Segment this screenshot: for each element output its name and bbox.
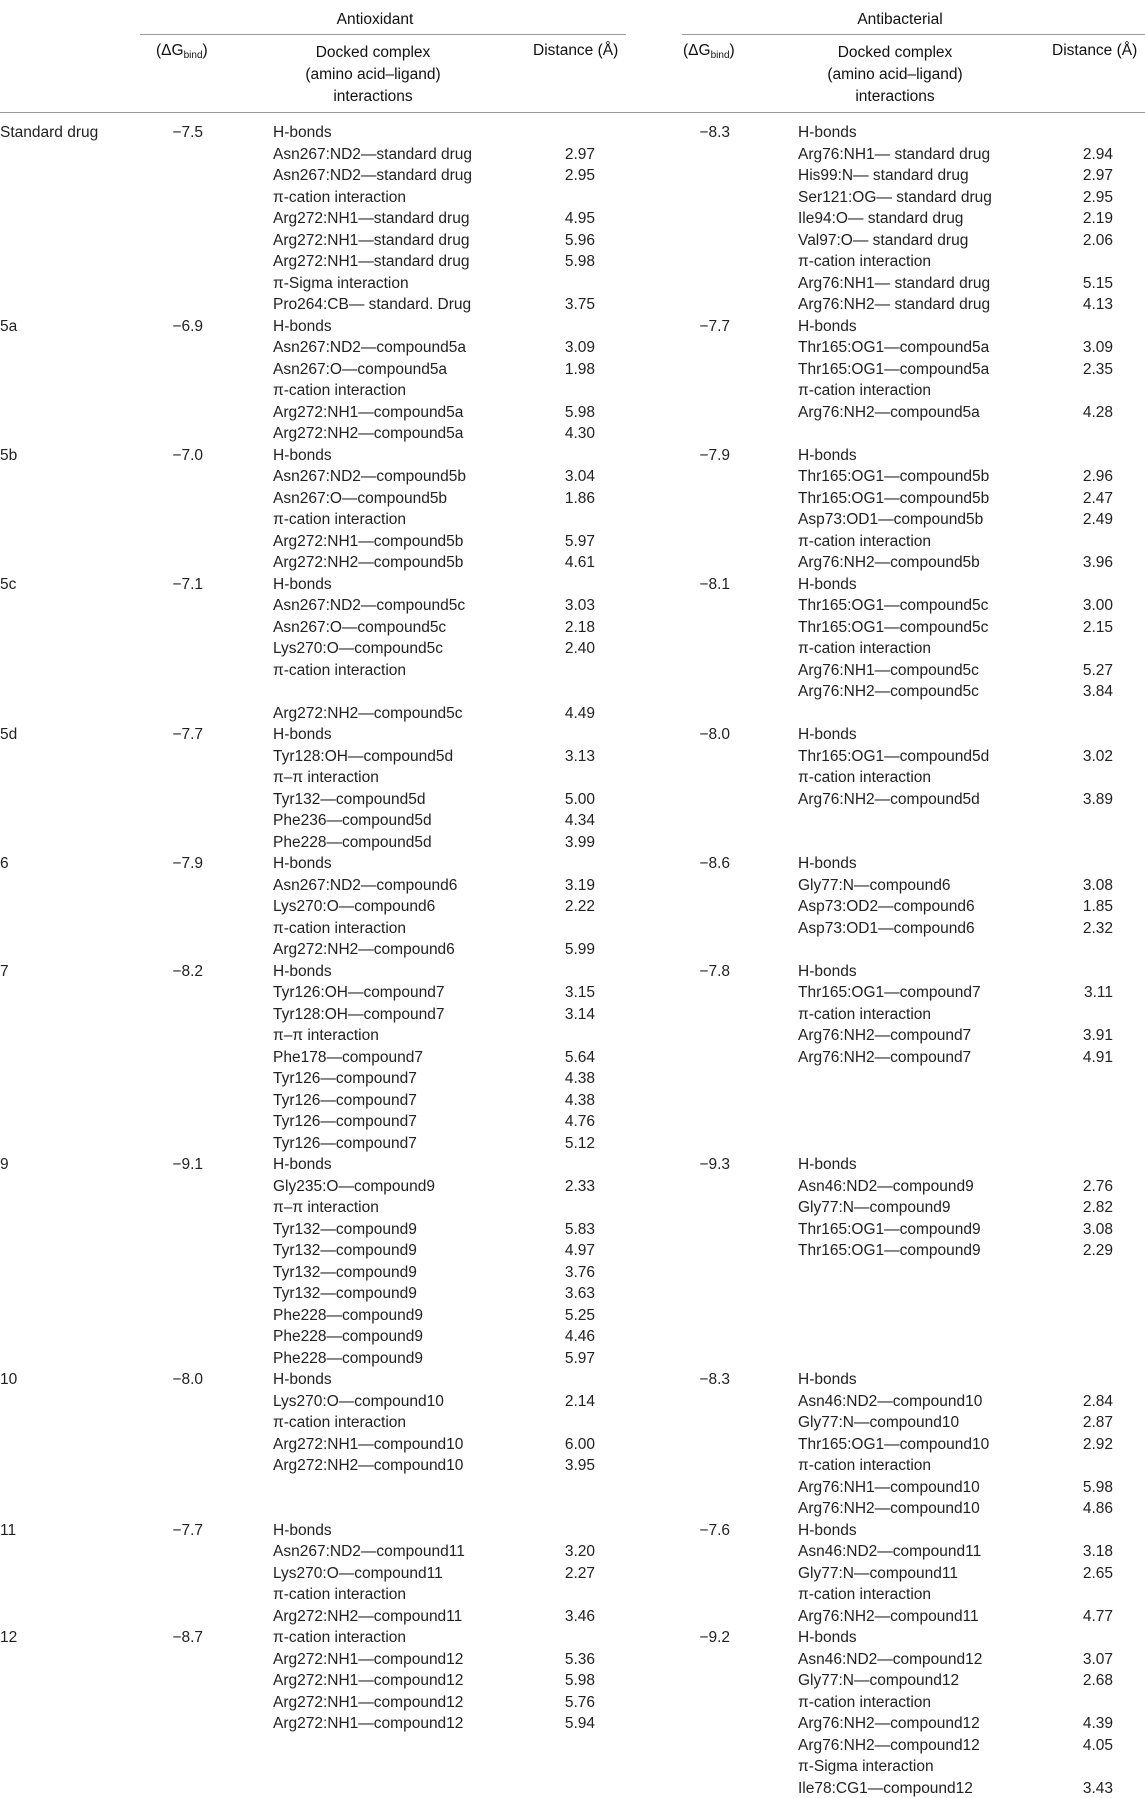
antibacterial-distance: 5.15 <box>1082 274 1113 292</box>
antioxidant-distance: 5.76 <box>564 1693 595 1711</box>
dg-header-antioxidant: $(\Delta G_{bind})$ <box>156 42 208 61</box>
antibacterial-interaction: Arg76:NH2—compound10 <box>798 1500 980 1517</box>
antioxidant-interaction: Phe236—compound5d <box>273 812 432 829</box>
compound-label: 5d <box>0 726 18 743</box>
antibacterial-interaction: Gly77:N—compound12 <box>798 1672 960 1689</box>
antibacterial-dg-value: −9.3 <box>699 1156 730 1173</box>
antioxidant-interaction: π-cation interaction <box>273 188 407 206</box>
antioxidant-interaction: π-cation interaction <box>273 919 407 937</box>
antioxidant-distance: 5.97 <box>564 532 595 550</box>
antibacterial-interaction: Ile94:O— standard drug <box>798 210 964 227</box>
antioxidant-interaction: H-bonds <box>273 1156 332 1173</box>
antioxidant-interaction: π-cation interaction <box>273 1586 407 1603</box>
antioxidant-interaction: Asn267:O—compound5c <box>273 618 447 636</box>
antioxidant-interaction: Tyr132—compound5d <box>273 790 426 808</box>
antioxidant-interaction: H-bonds <box>273 124 332 141</box>
antioxidant-interaction: Tyr132—compound9 <box>273 1242 417 1259</box>
antioxidant-distance: 2.95 <box>564 167 595 184</box>
antioxidant-title: Antioxidant <box>336 11 414 28</box>
antibacterial-interaction: Arg76:NH1— standard drug <box>798 274 991 292</box>
antibacterial-interaction: Ile78:CG1—compound12 <box>798 1779 973 1797</box>
antibacterial-interaction: His99:N— standard drug <box>798 167 969 184</box>
antioxidant-interaction: Tyr128:OH—compound5d <box>273 747 454 765</box>
antioxidant-interaction: Asn267:ND2—compound5c <box>273 597 466 614</box>
antioxidant-distance: 5.83 <box>564 1220 595 1238</box>
antibacterial-distance: 2.47 <box>1082 489 1113 507</box>
antibacterial-interaction: Ser121:OG— standard drug <box>798 188 992 206</box>
antibacterial-distance: 4.86 <box>1082 1500 1113 1517</box>
antibacterial-distance: 4.13 <box>1082 296 1113 313</box>
antioxidant-interaction: Arg272:NH2—compound5b <box>273 554 464 571</box>
antibacterial-interaction: π-cation interaction <box>798 382 932 399</box>
antioxidant-interaction: Tyr126—compound7 <box>273 1134 417 1152</box>
antibacterial-interaction: Asp73:OD2—compound6 <box>798 898 975 915</box>
antibacterial-distance: 4.39 <box>1082 1715 1113 1732</box>
antibacterial-dg-value: −8.3 <box>699 124 730 141</box>
antioxidant-distance: 5.94 <box>564 1715 595 1732</box>
antibacterial-distance: 2.94 <box>1082 145 1113 163</box>
antibacterial-distance: 3.02 <box>1082 747 1113 765</box>
antioxidant-distance: 5.96 <box>564 231 595 249</box>
antioxidant-interaction: Asn267:ND2—standard drug <box>273 145 473 163</box>
antibacterial-interaction: π-cation interaction <box>798 1457 932 1474</box>
antibacterial-distance: 2.92 <box>1082 1435 1113 1453</box>
antioxidant-distance: 5.98 <box>564 253 595 270</box>
antioxidant-distance: 5.98 <box>564 1672 595 1689</box>
antioxidant-distance: 3.03 <box>564 597 595 614</box>
antibacterial-interaction: Thr165:OG1—compound5a <box>798 339 990 356</box>
antioxidant-distance: 4.76 <box>564 1113 595 1130</box>
antioxidant-interaction: Lys270:O—compound11 <box>273 1564 443 1582</box>
antioxidant-interaction: Arg272:NH1—compound10 <box>273 1435 464 1453</box>
antioxidant-dg-value: −6.9 <box>172 317 203 335</box>
antibacterial-distance: 2.49 <box>1082 511 1113 528</box>
antibacterial-distance: 3.07 <box>1082 1650 1113 1668</box>
antioxidant-dg-value: −8.2 <box>172 962 203 980</box>
antioxidant-interaction: Asn267:ND2—compound5a <box>273 339 467 356</box>
antibacterial-distance: 2.87 <box>1082 1414 1113 1431</box>
antibacterial-distance: 3.96 <box>1082 554 1113 571</box>
antioxidant-interaction: Asn267:O—compound5a <box>273 360 448 378</box>
antibacterial-distance: 2.68 <box>1082 1672 1113 1689</box>
antioxidant-dg-value: −8.7 <box>172 1629 203 1646</box>
antioxidant-interaction: Arg272:NH1—compound5a <box>273 403 464 421</box>
antioxidant-dg-value: −7.9 <box>172 855 203 872</box>
antibacterial-interaction: Asn46:ND2—compound11 <box>798 1543 982 1560</box>
antioxidant-interaction: Tyr126—compound7 <box>273 1070 417 1087</box>
compound-label: 11 <box>0 1521 17 1539</box>
antioxidant-dg-value: −7.5 <box>172 124 203 141</box>
antioxidant-distance: 3.63 <box>564 1285 595 1302</box>
antibacterial-interaction: π-cation interaction <box>798 1005 932 1023</box>
antibacterial-distance: 2.97 <box>1082 167 1113 184</box>
antioxidant-interaction: Phe228—compound5d <box>273 833 432 851</box>
antibacterial-interaction: π-cation interaction <box>798 532 932 550</box>
antioxidant-distance: 2.18 <box>564 618 595 636</box>
antibacterial-dg-value: −8.0 <box>699 726 730 743</box>
antioxidant-interaction: Asn267:ND2—compound11 <box>273 1543 465 1560</box>
antibacterial-dg-value: −9.2 <box>699 1629 730 1646</box>
antioxidant-interaction: Arg272:NH1—compound5b <box>273 532 464 550</box>
antibacterial-interaction: Thr165:OG1—compound9 <box>798 1220 981 1238</box>
antioxidant-interaction: π–π interaction <box>273 1199 379 1216</box>
antibacterial-interaction: π-cation interaction <box>798 640 932 657</box>
antibacterial-interaction: H-bonds <box>798 1156 857 1173</box>
antioxidant-interaction: Gly235:O—compound9 <box>273 1177 435 1195</box>
antibacterial-distance: 2.95 <box>1082 188 1113 206</box>
antibacterial-interaction: Gly77:N—compound6 <box>798 876 951 894</box>
antioxidant-interaction: Tyr132—compound9 <box>273 1263 417 1281</box>
antioxidant-interaction: Lys270:O—compound10 <box>273 1392 444 1410</box>
antioxidant-interaction: Lys270:O—compound6 <box>273 898 436 915</box>
antibacterial-interaction: Arg76:NH2—compound12 <box>798 1715 980 1732</box>
antioxidant-interaction: H-bonds <box>273 1521 332 1539</box>
antioxidant-distance: 3.46 <box>564 1607 595 1625</box>
antibacterial-distance: 2.76 <box>1082 1177 1113 1195</box>
antioxidant-interaction: Tyr132—compound9 <box>273 1285 417 1302</box>
antioxidant-distance: 4.97 <box>564 1242 595 1259</box>
antioxidant-distance: 2.40 <box>564 640 595 657</box>
antibacterial-interaction: H-bonds <box>798 317 857 335</box>
antibacterial-interaction: H-bonds <box>798 855 857 872</box>
antibacterial-interaction: Arg76:NH2—compound5a <box>798 403 980 421</box>
header-underline-antibacterial <box>682 34 1145 35</box>
antioxidant-interaction: Phe228—compound9 <box>273 1328 423 1345</box>
antioxidant-distance: 3.20 <box>564 1543 595 1560</box>
antioxidant-interaction: H-bonds <box>273 446 332 464</box>
antioxidant-distance: 4.95 <box>564 210 595 227</box>
antioxidant-interaction: π-cation interaction <box>273 382 407 399</box>
antioxidant-interaction: Asn267:ND2—compound6 <box>273 876 458 894</box>
antibacterial-interaction: H-bonds <box>798 575 857 593</box>
antioxidant-interaction: Arg272:NH1—standard drug <box>273 231 470 249</box>
antioxidant-distance: 5.64 <box>564 1048 595 1066</box>
antibacterial-distance: 2.15 <box>1082 618 1113 636</box>
antibacterial-distance: 2.96 <box>1082 468 1113 485</box>
antioxidant-interaction: Phe228—compound9 <box>273 1349 423 1367</box>
antibacterial-interaction: Thr165:OG1—compound5d <box>798 747 990 765</box>
header-bottom-rule <box>0 112 1145 113</box>
antioxidant-dg-value: −7.0 <box>172 446 203 464</box>
antibacterial-interaction: Arg76:NH2—compound12 <box>798 1736 980 1754</box>
antibacterial-dg-value: −7.8 <box>699 962 730 980</box>
antibacterial-distance: 2.32 <box>1082 919 1113 937</box>
antibacterial-interaction: Arg76:NH2— standard drug <box>798 296 991 313</box>
compound-label: 10 <box>0 1371 18 1388</box>
antibacterial-interaction: H-bonds <box>798 1371 857 1388</box>
antioxidant-distance: 5.98 <box>564 403 595 421</box>
antibacterial-distance: 2.84 <box>1082 1392 1113 1410</box>
antibacterial-interaction: Gly77:N—compound9 <box>798 1199 951 1216</box>
antioxidant-distance: 4.30 <box>564 425 595 442</box>
antibacterial-distance: 4.77 <box>1082 1607 1113 1625</box>
antibacterial-interaction: Arg76:NH2—compound5c <box>798 683 979 700</box>
antibacterial-distance: 2.06 <box>1082 231 1113 249</box>
antioxidant-dg-value: −7.1 <box>172 575 203 593</box>
antibacterial-interaction: Thr165:OG1—compound5b <box>798 468 990 485</box>
antioxidant-interaction: Arg272:NH2—compound6 <box>273 941 455 958</box>
antibacterial-interaction: Thr165:OG1—compound5b <box>798 489 990 507</box>
antibacterial-distance: 4.05 <box>1082 1736 1113 1754</box>
antioxidant-dg-value: −9.1 <box>172 1156 203 1173</box>
antioxidant-interaction: Tyr126—compound7 <box>273 1113 417 1130</box>
compound-label: 7 <box>0 962 9 980</box>
antioxidant-distance: 5.00 <box>564 790 595 808</box>
antioxidant-interaction: Arg272:NH1—compound12 <box>273 1650 464 1668</box>
antibacterial-interaction: π-cation interaction <box>798 1693 932 1711</box>
antibacterial-distance: 2.65 <box>1082 1564 1113 1582</box>
antioxidant-interaction: H-bonds <box>273 575 332 593</box>
antibacterial-interaction: H-bonds <box>798 1629 857 1646</box>
antioxidant-interaction: Phe228—compound9 <box>273 1306 423 1324</box>
antioxidant-interaction: π-cation interaction <box>273 1629 407 1646</box>
antibacterial-interaction: Asp73:OD1—compound6 <box>798 919 975 937</box>
antibacterial-distance: 3.84 <box>1082 683 1113 700</box>
antibacterial-interaction: Arg76:NH2—compound5b <box>798 554 980 571</box>
antibacterial-distance: 3.18 <box>1082 1543 1113 1560</box>
antibacterial-interaction: H-bonds <box>798 446 857 464</box>
antioxidant-interaction: Arg272:NH1—compound12 <box>273 1672 464 1689</box>
antioxidant-interaction: Asn267:ND2—standard drug <box>273 167 473 184</box>
antibacterial-interaction: Arg76:NH2—compound5d <box>798 790 980 808</box>
antibacterial-interaction: H-bonds <box>798 726 857 743</box>
antioxidant-distance: 6.00 <box>564 1435 595 1453</box>
antioxidant-distance: 4.38 <box>564 1070 595 1087</box>
antibacterial-distance: 2.82 <box>1082 1199 1113 1216</box>
antioxidant-interaction: Arg272:NH2—compound10 <box>273 1457 464 1474</box>
antibacterial-distance: 3.00 <box>1082 597 1113 614</box>
antibacterial-interaction: Thr165:OG1—compound5c <box>798 618 989 636</box>
antioxidant-interaction: Asn267:O—compound5b <box>273 489 448 507</box>
antioxidant-distance: 3.76 <box>564 1263 595 1281</box>
antibacterial-title: Antibacterial <box>857 11 943 28</box>
antioxidant-interaction: π-Sigma interaction <box>273 274 409 292</box>
antioxidant-distance: 3.19 <box>564 876 595 894</box>
complex-header-antioxidant: Docked complex (amino acid–ligand) interactions <box>305 44 441 105</box>
antibacterial-distance: 3.89 <box>1082 790 1113 808</box>
antibacterial-distance: 3.91 <box>1082 1027 1113 1044</box>
antioxidant-interaction: Tyr128:OH—compound7 <box>273 1005 445 1023</box>
antioxidant-interaction: H-bonds <box>273 317 332 335</box>
antioxidant-interaction: π–π interaction <box>273 769 379 786</box>
antioxidant-interaction: Tyr126—compound7 <box>273 1091 417 1109</box>
antioxidant-interaction: Tyr132—compound9 <box>273 1220 417 1238</box>
antioxidant-distance: 3.13 <box>564 747 595 765</box>
antibacterial-distance: 3.09 <box>1082 339 1113 356</box>
header-underline-antioxidant <box>140 34 626 35</box>
antibacterial-distance: 3.11 <box>1083 984 1113 1001</box>
antioxidant-distance: 3.95 <box>564 1457 595 1474</box>
antibacterial-interaction: Arg76:NH1—compound5c <box>798 661 979 679</box>
antioxidant-interaction: Tyr126:OH—compound7 <box>273 984 445 1001</box>
antioxidant-interaction: Phe178—compound7 <box>273 1048 423 1066</box>
antibacterial-dg-value: −7.9 <box>699 446 730 464</box>
antibacterial-dg-value: −7.7 <box>699 317 730 335</box>
antibacterial-interaction: Thr165:OG1—compound5a <box>798 360 990 378</box>
antioxidant-interaction: H-bonds <box>273 855 332 872</box>
antibacterial-interaction: H-bonds <box>798 962 857 980</box>
antioxidant-interaction: Arg272:NH2—compound5c <box>273 704 463 722</box>
antioxidant-distance: 5.97 <box>564 1349 595 1367</box>
antibacterial-interaction: Asn46:ND2—compound9 <box>798 1177 974 1195</box>
antioxidant-interaction: π–π interaction <box>273 1027 379 1044</box>
antibacterial-interaction: Gly77:N—compound10 <box>798 1414 960 1431</box>
antibacterial-interaction: π-cation interaction <box>798 253 932 270</box>
antioxidant-distance: 4.34 <box>564 812 595 829</box>
compound-label: Standard drug <box>0 124 99 141</box>
antioxidant-interaction: Pro264:CB— standard. Drug <box>273 296 472 313</box>
antioxidant-distance: 2.22 <box>564 898 595 915</box>
antibacterial-distance: 2.29 <box>1082 1242 1113 1259</box>
antibacterial-distance: 5.98 <box>1082 1478 1113 1496</box>
antibacterial-interaction: Asn46:ND2—compound10 <box>798 1392 983 1410</box>
distance-header-antibacterial: Distance (Å) <box>1052 42 1138 59</box>
antioxidant-distance: 3.15 <box>564 984 595 1001</box>
antioxidant-interaction: Asn267:ND2—compound5b <box>273 468 467 485</box>
antioxidant-interaction: Arg272:NH2—compound5a <box>273 425 464 442</box>
antibacterial-interaction: H-bonds <box>798 1521 857 1539</box>
antioxidant-distance: 2.27 <box>564 1564 595 1582</box>
antibacterial-distance: 2.35 <box>1082 360 1113 378</box>
antibacterial-interaction: H-bonds <box>798 124 857 141</box>
antibacterial-interaction: Thr165:OG1—compound5c <box>798 597 989 614</box>
antioxidant-distance: 3.14 <box>564 1005 595 1023</box>
antibacterial-interaction: Thr165:OG1—compound10 <box>798 1435 990 1453</box>
antibacterial-interaction: Arg76:NH2—compound7 <box>798 1048 972 1066</box>
antibacterial-interaction: Asn46:ND2—compound12 <box>798 1650 983 1668</box>
antioxidant-interaction: π-cation interaction <box>273 1414 407 1431</box>
antibacterial-distance: 3.08 <box>1082 876 1113 894</box>
antioxidant-distance: 2.97 <box>564 145 595 163</box>
antibacterial-distance: 1.85 <box>1082 898 1113 915</box>
antibacterial-interaction: Asp73:OD1—compound5b <box>798 511 984 528</box>
antibacterial-interaction: Val97:O— standard drug <box>798 231 969 249</box>
antioxidant-distance: 4.46 <box>564 1328 595 1345</box>
antioxidant-dg-value: −8.0 <box>172 1371 203 1388</box>
antibacterial-interaction: Arg76:NH2—compound7 <box>798 1027 972 1044</box>
antibacterial-distance: 3.43 <box>1082 1779 1113 1797</box>
antioxidant-distance: 4.38 <box>564 1091 595 1109</box>
antioxidant-dg-value: −7.7 <box>172 1521 203 1539</box>
antibacterial-dg-value: −8.3 <box>699 1371 730 1388</box>
antioxidant-distance: 3.04 <box>564 468 595 485</box>
compound-label: 12 <box>0 1629 18 1646</box>
antibacterial-dg-value: −8.6 <box>699 855 730 872</box>
antibacterial-interaction: Arg76:NH2—compound11 <box>798 1607 979 1625</box>
compound-label: 6 <box>0 855 9 872</box>
antioxidant-distance: 3.09 <box>564 339 595 356</box>
antioxidant-distance: 5.99 <box>564 941 595 958</box>
antioxidant-distance: 3.99 <box>564 833 595 851</box>
compound-label: 5b <box>0 446 18 464</box>
antioxidant-interaction: Arg272:NH1—compound12 <box>273 1715 464 1732</box>
antibacterial-interaction: π-Sigma interaction <box>798 1758 934 1775</box>
antioxidant-interaction: Arg272:NH1—compound12 <box>273 1693 464 1711</box>
antioxidant-interaction: H-bonds <box>273 726 332 743</box>
antibacterial-distance: 3.08 <box>1082 1220 1113 1238</box>
antioxidant-distance: 3.75 <box>564 296 595 313</box>
antioxidant-distance: 2.14 <box>564 1392 595 1410</box>
complex-header-antibacterial: Docked complex (amino acid–ligand) interactions <box>827 44 963 105</box>
antioxidant-interaction: π-cation interaction <box>273 661 407 679</box>
distance-header-antioxidant: Distance (Å) <box>533 42 619 59</box>
compound-label: 5a <box>0 317 18 335</box>
antibacterial-interaction: π-cation interaction <box>798 1586 932 1603</box>
antioxidant-dg-value: −7.7 <box>172 726 203 743</box>
dg-header-antibacterial: $(\Delta G_{bind})$ <box>683 42 735 61</box>
antioxidant-interaction: H-bonds <box>273 962 332 980</box>
antioxidant-distance: 4.49 <box>564 704 595 722</box>
antibacterial-distance: 5.27 <box>1082 661 1113 679</box>
antibacterial-interaction: Arg76:NH1— standard drug <box>798 145 991 163</box>
antioxidant-distance: 1.86 <box>564 489 595 507</box>
antioxidant-distance: 1.98 <box>564 360 595 378</box>
antioxidant-interaction: H-bonds <box>273 1371 332 1388</box>
antioxidant-distance: 5.25 <box>564 1306 595 1324</box>
antibacterial-interaction: Thr165:OG1—compound9 <box>798 1242 981 1259</box>
antioxidant-interaction: Arg272:NH2—compound11 <box>273 1607 463 1625</box>
antioxidant-distance: 4.61 <box>564 554 595 571</box>
antibacterial-interaction: Gly77:N—compound11 <box>798 1564 958 1582</box>
compound-label: 9 <box>0 1156 9 1173</box>
antibacterial-distance: 4.91 <box>1082 1048 1113 1066</box>
antibacterial-interaction: π-cation interaction <box>798 769 932 786</box>
antibacterial-dg-value: −8.1 <box>699 575 730 593</box>
antioxidant-distance: 5.36 <box>564 1650 595 1668</box>
antioxidant-interaction: Arg272:NH1—standard drug <box>273 210 470 227</box>
antibacterial-interaction: Thr165:OG1—compound7 <box>798 984 981 1001</box>
antibacterial-dg-value: −7.6 <box>699 1521 730 1539</box>
antioxidant-distance: 5.12 <box>564 1134 595 1152</box>
compound-label: 5c <box>0 575 17 593</box>
antioxidant-interaction: Lys270:O—compound5c <box>273 640 444 657</box>
antioxidant-distance: 2.33 <box>564 1177 595 1195</box>
antioxidant-interaction: π-cation interaction <box>273 511 407 528</box>
antibacterial-distance: 2.19 <box>1082 210 1113 227</box>
antibacterial-distance: 4.28 <box>1082 403 1113 421</box>
antibacterial-interaction: Arg76:NH1—compound10 <box>798 1478 980 1496</box>
antioxidant-interaction: Arg272:NH1—standard drug <box>273 253 470 270</box>
